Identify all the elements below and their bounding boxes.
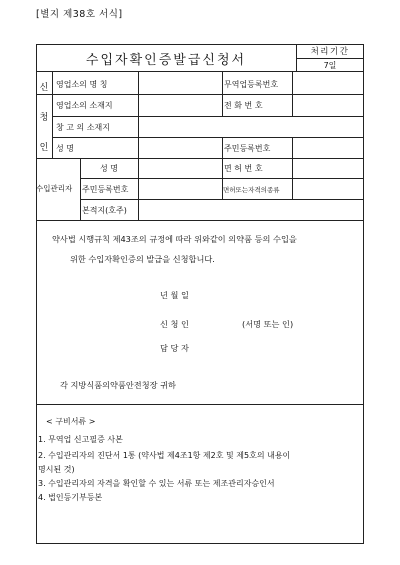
document-item: 3. 수입관리자의 자격을 확인할 수 있는 서류 또는 제조관리자승인서: [38, 479, 275, 488]
business-name-label: 영업소의 명 칭: [56, 79, 108, 89]
manager-side-label: 수입관리자: [36, 183, 73, 193]
divider: [296, 58, 364, 59]
manager-resident-no-field[interactable]: [140, 179, 220, 199]
applicant-side-label: 청: [39, 113, 49, 123]
processing-period-label: 처리기간: [310, 47, 350, 57]
divider: [292, 72, 293, 116]
manager-name-label: 성 명: [100, 164, 118, 173]
business-location-field[interactable]: [140, 95, 220, 116]
business-name-field[interactable]: [140, 74, 220, 94]
divider: [292, 137, 293, 199]
domicile-label: 본적지(호주): [82, 205, 127, 215]
license-type-field[interactable]: [294, 179, 362, 199]
document-item: 명시된 것): [38, 465, 75, 474]
warehouse-location-label: 창 고 의 소재지: [56, 122, 110, 132]
phone-field[interactable]: [294, 95, 362, 116]
applicant-sign-label: 신 청 인: [160, 319, 189, 329]
application-statement-line1: 약사법 시행규칙 제43조의 규정에 따라 위와같이 의약품 등의 수입을: [52, 234, 297, 244]
trade-reg-no-label: 무역업등록번호: [224, 79, 279, 89]
divider: [36, 220, 364, 221]
applicant-side-label: 인: [39, 143, 49, 153]
license-no-field[interactable]: [294, 159, 362, 178]
addressee: 각 지방식품의약품안전청장 귀하: [60, 380, 176, 390]
warehouse-location-field[interactable]: [140, 117, 362, 137]
manager-resident-no-label: 주민등록번호: [82, 184, 129, 194]
required-documents-header: < 구비서류 >: [46, 417, 96, 426]
document-item: 4. 법인등기부등본: [38, 493, 103, 502]
form-number: [별지 제38호 서식]: [36, 9, 123, 20]
applicant-side-label: 신: [39, 83, 49, 93]
form-title: 수입자확인증발급신청서: [85, 52, 247, 68]
divider: [36, 404, 364, 405]
document-item: 2. 수입관리자의 진단서 1통 (약사법 제4조1항 제2호 및 제5호의 내용이: [38, 451, 291, 460]
domicile-field[interactable]: [140, 200, 362, 220]
applicant-resident-no-field[interactable]: [294, 138, 362, 158]
license-type-label: 면허또는자격의종류: [223, 185, 280, 194]
divider: [138, 72, 139, 220]
applicant-name-label: 성 명: [56, 143, 74, 153]
trade-reg-no-field[interactable]: [294, 74, 362, 94]
processing-period-value: 7일: [323, 61, 337, 70]
applicant-name-field[interactable]: [140, 138, 220, 158]
divider: [52, 72, 53, 158]
phone-label: 전 화 번 호: [224, 101, 263, 110]
application-date: 년 월 일: [160, 290, 189, 300]
signature-note: (서명 또는 인): [242, 319, 294, 329]
license-no-label: 면 허 번 호: [224, 164, 263, 173]
document-item: 1. 무역업 신고필증 사본: [38, 435, 123, 444]
divider: [222, 72, 223, 116]
business-location-label: 영업소의 소재지: [56, 101, 113, 110]
application-statement-line2: 위한 수입자확인증의 발급을 신청합니다.: [70, 254, 215, 264]
applicant-resident-no-label: 주민등록번호: [224, 143, 271, 153]
manager-name-field[interactable]: [140, 159, 220, 178]
staff-label: 담 당 자: [160, 343, 189, 353]
divider: [80, 158, 81, 220]
